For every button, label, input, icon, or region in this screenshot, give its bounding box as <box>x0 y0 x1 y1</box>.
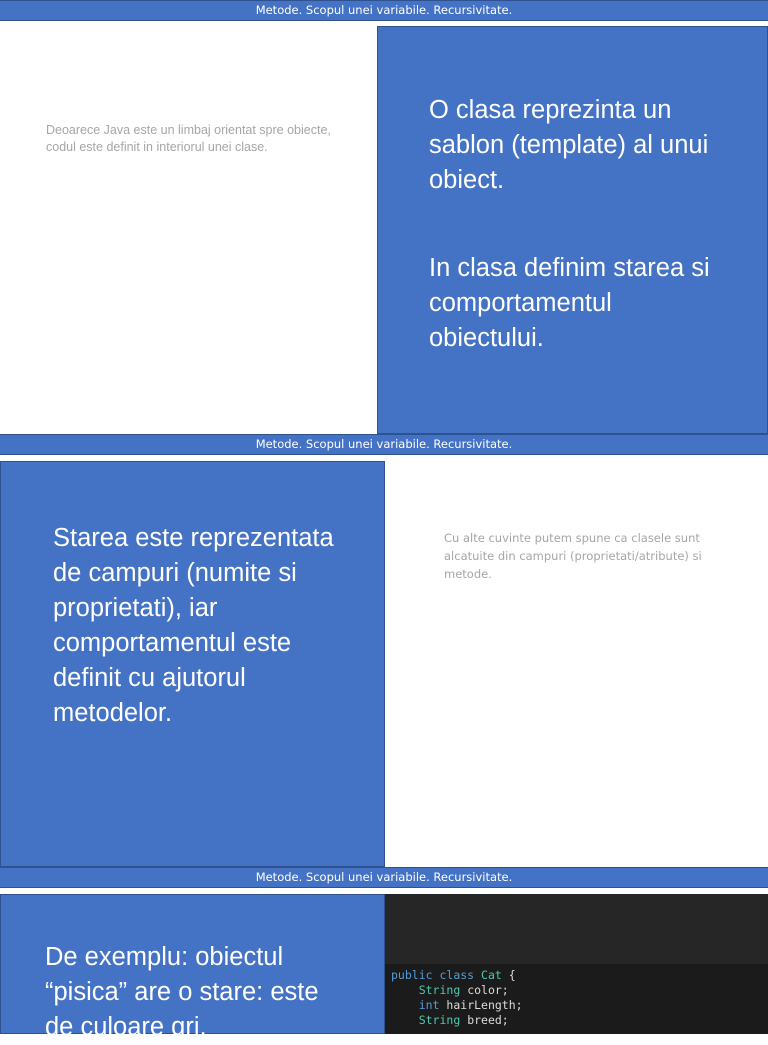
code-keyword: class <box>439 968 475 982</box>
code-screenshot <box>385 894 768 1034</box>
code-field: color; <box>467 983 509 997</box>
code-field: breed; <box>467 1013 509 1027</box>
slide-1 <box>0 21 768 434</box>
slide-header: Metode. Scopul unei variabile. Recursivitate. <box>0 867 768 888</box>
main-text: Starea este reprezentata de campuri (numite si proprietati), iar comportamentul este definit cu ajutorul metodelor. <box>53 524 334 727</box>
code-type: String <box>418 983 461 997</box>
content-panel <box>0 461 385 867</box>
side-text: Deoarece Java este un limbaj orientat spre obiecte, codul este definit in interiorul unei clase. <box>46 123 331 154</box>
code-type: String <box>418 1013 461 1027</box>
code-block <box>385 964 768 1034</box>
code-brace: { <box>508 968 516 982</box>
slide-header: Metode. Scopul unei variabile. Recursivitate. <box>0 434 768 455</box>
content-panel <box>0 894 385 1041</box>
main-text: O clasa reprezinta un sablon (template) al unui obiect. <box>429 96 709 194</box>
code-type: int <box>418 998 440 1012</box>
code-field: hairLength; <box>446 998 523 1012</box>
code-class-name: Cat <box>481 968 502 982</box>
side-text: Cu alte cuvinte putem spune ca clasele sunt alcatuite din campuri (proprietati/atribute) si metode. <box>444 531 702 581</box>
slide-3 <box>0 888 768 1041</box>
slide-header: Metode. Scopul unei variabile. Recursivitate. <box>0 0 768 21</box>
main-text: In clasa definim starea si comportamentul obiectului. <box>429 254 710 352</box>
main-text: De exemplu: obiectul “pisica” are o stare: este de culoare gri, <box>45 943 319 1041</box>
content-panel <box>377 26 768 434</box>
slide-2 <box>0 455 768 867</box>
code-keyword: public <box>391 968 433 982</box>
